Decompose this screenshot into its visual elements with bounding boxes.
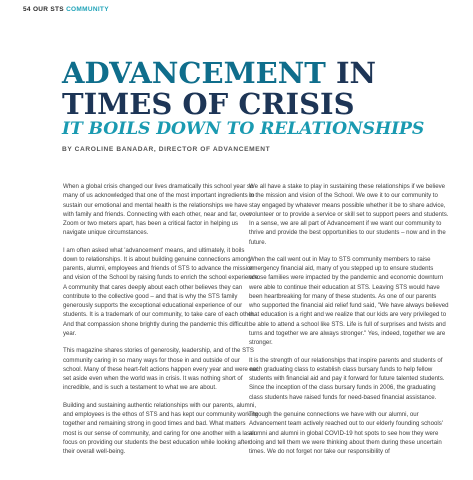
- article-title: [62, 58, 462, 120]
- title-line-2: TIMES OF CRISIS: [62, 87, 355, 121]
- right-column: [249, 182, 449, 465]
- paragraph: Through the genuine connections we have with our alumni, our Advancement team actively reached out to our elderly founding schools' alumni and alumni in global COVID-19 hot spots to see how they were doing and tell them we were thinking about them during these uncertain times. We do not forget nor take our responsibility of: [249, 411, 443, 456]
- title-word-in: IN: [335, 56, 377, 90]
- paragraph: When the call went out in May to STS community members to raise emergency financial aid, many of you stepped up to ensure students whose families were impacted by the pandemic and economic downturn were able to continue their education at STS. Leaving STS would have been heartbreaking for many of these students. As one of our parents who supported the financial aid relief fund said, "We have always believed that education is a right and we realize that our kids are very privileged to be able to attend a school like STS. Life is full of surprises and twists and turns and together we are always stronger." Yes, indeed, together we are stronger.: [249, 255, 449, 347]
- subsection-name: COMMUNITY: [66, 6, 109, 13]
- article-subtitle: IT BOILS DOWN TO RELATIONSHIPS: [62, 119, 425, 139]
- paragraph: I am often asked what 'advancement' means, and ultimately, it boils down to relationships. It is about building genuine connections among parents, alumni, employees and friends of STS to advance the mission and vision of the School by raising funds to enrich the school experience. A community that cares deeply about each other believes they can contribute to the collective good – and that is why the STS family generously supports the exceptional educational experience of our students. It is a trademark of our community, to take care of each other. And that compassion shone brightly during the pandemic this difficult year.: [63, 246, 260, 337]
- title-word-advancement: ADVANCEMENT: [62, 56, 326, 90]
- left-column: [63, 182, 260, 465]
- paragraph: It is the strength of our relationships that inspire parents and students of each graduating class to establish class bursary funds to help fellow students with financial aid and pay it forward for future talented students. Since the inception of the class bursary funds in 2006, the graduating class students have raised funds for need-based financial assistance.: [249, 356, 445, 401]
- page-folio: [23, 6, 109, 13]
- section-name: OUR STS: [32, 6, 64, 13]
- paragraph: This magazine shares stories of generosity, leadership, and of the STS community caring in so many ways for those in and outside of our school. Many of these heart-felt actions happen every year and were not set aside even when the world was in crisis. It was nothing short of incredible, and is such a testament to what we are about.: [63, 347, 259, 392]
- byline: BY CAROLINE BANADAR, DIRECTOR OF ADVANCEMENT: [62, 146, 271, 153]
- paragraph: Building and sustaining authentic relationships with our parents, alumni, and employees is the ethos of STS and has kept our community working together and remaining strong in good times and bad. What matters most is our sense of community, and caring for one another with a laser focus on providing our students the best education while looking after their overall well-being.: [63, 401, 259, 456]
- paragraph: When a global crisis changed our lives dramatically this school year so many of us acknowledged that one of the most important ingredients to sustain our emotional and mental health is the relationships we have with family and friends. Connecting with each other, near and far, over Zoom or two meters apart, has been a critical factor in helping us navigate unique circumstances.: [63, 183, 255, 237]
- page-number: 54: [23, 6, 31, 13]
- paragraph: We all have a stake to play in sustaining these relationships if we believe in the mission and vision of the School. We owe it to our community to stay engaged by whatever means possible whether it be to share advice, volunteer or to provide a service or skill set to support peers and students. In a sense, we are all part of Advancement if we want our community to thrive and provide the best opportunities to our students – now and in the future.: [249, 183, 449, 246]
